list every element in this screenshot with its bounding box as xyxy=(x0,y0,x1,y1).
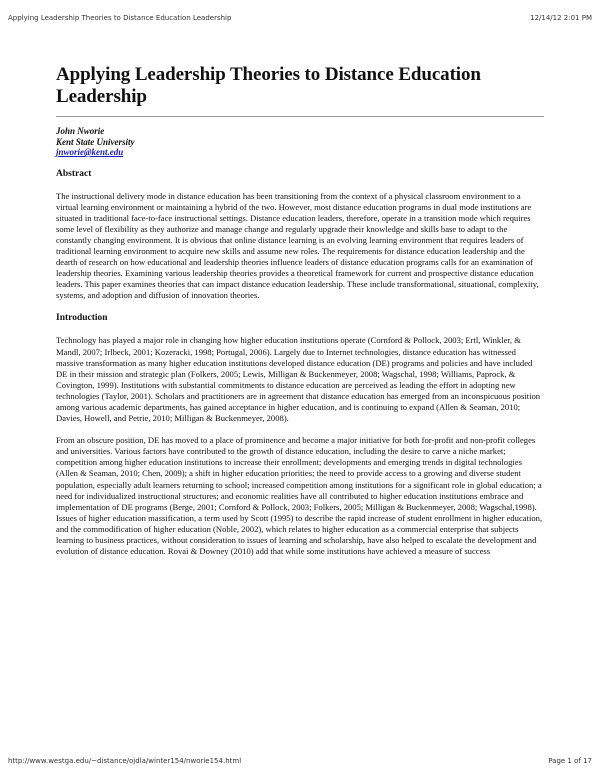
author-block xyxy=(56,126,544,158)
title-divider xyxy=(56,116,544,117)
introduction-heading: Introduction xyxy=(56,313,108,324)
article xyxy=(56,64,544,557)
footer-url: http://www.westga.edu/~distance/ojdla/winter154/nworie154.html xyxy=(8,757,242,765)
abstract-heading: Abstract xyxy=(56,168,92,179)
header-page-title: Applying Leadership Theories to Distance Education Leadership xyxy=(8,14,232,22)
browser-print-header xyxy=(8,14,592,26)
footer-page-number: Page 1 of 17 xyxy=(548,757,592,765)
author-name: John Nworie xyxy=(56,126,105,136)
article-title: Applying Leadership Theories to Distance Education Leadership xyxy=(56,64,481,107)
abstract-text: The instructional delivery mode in distance education has been transitioning from the context of a physical classroom environment to a virtual learning environment or maintaining a hybrid of the two. However, most distance education programs in dual mode institutions are situated in traditional face-to-face instructional settings. Distance education leaders, therefore, operate in a transition mode which requires some level of flexibility as they authorize and manage change and regularly upgrade their knowledge and skills base to adapt to the constantly changing environment. It is obvious that online distance learning is an evolving learning environment that requires leaders of traditional learning environment to acquire new skills and assume new roles. The requirements for distance education leadership and the dearth of research on how educational and leadership theories influence leaders of distance education programs calls for an examination of leadership theories. Examining various leadership theories provides a theoretical framework for current and prospective distance education leaders. This paper examines theories that can impact distance education leadership. These include transformational, situational, complexity, systems, and adoption and diffusion of innovation theories. xyxy=(56,190,539,301)
browser-print-footer xyxy=(8,757,592,769)
intro-paragraph-2: From an obscure position, DE has moved to a place of prominence and become a major initiative for both for-profit and non-profit colleges and universities. Various factors have contributed to the growth of distance education, including the desire to carve a niche market; competition among higher education institutions to increase their enrollment; developments and emerging trends in digital technologies (Allen & Seaman, 2010; Chen, 2009); a shift in higher education priorities; the need to provide access to a growing and diverse student population, especially adult learners returning to school; increased competition among institutions for a significant role in global education; a need for individualized instructional structures; and economic realities have all contributed to higher education institutions embrace and implementation of DE programs (Berge, 2001; Cornford & Pollock, 2003; Folkers, 2005; Milligan & Buckenmeyer, 2008; Wagschal,1998). Issues of higher education massification, a term used by Scott (1995) to describe the rapid increase of student enrollment in higher education, and the commodification of higher education (Noble, 2002), which relates to higher education as a commercial enterprise that subjects learning to business practices, without consideration to issues of learning and scholarship, have also helped to escalate the development and evolution of distance education. Rovai & Downey (2010) add that while some institutions have achieved a measure of success xyxy=(56,435,543,557)
intro-paragraph-1: Technology has played a major role in changing how higher education institutions operate (Cornford & Pollock, 2003; Ertl, Winkler, & Mandl, 2007; Irlbeck, 2001; Kozeracki, 1998; Portugal, 2006). Largely due to Internet technologies, distance education has witnessed massive transformation as many higher education institutions developed distance education (DE) programs and policies and have included DE in their mission and strategic plan (Folkers, 2005; Lewis, Milligan & Buckenmeyer, 2008; Wagschal, 1998; Williams, Paprock, & Covington, 1999). Institutions with substantial commitments to distance education are perceived as leading the effort in adopting new technologies (Taylor, 2001). Scholars and practitioners are in agreement that distance education has emerged from an inconspicuous position among various academic departments, has gained acceptance in higher education, and is continuing to expand (Allen & Seaman, 2010; Davies, Howell, and Petrie, 2010; Milligan & Buckenmeyer, 2008). xyxy=(56,335,541,424)
author-email-link[interactable]: jnworie@kent.edu xyxy=(56,147,124,157)
author-affiliation: Kent State University xyxy=(56,136,135,147)
header-datetime: 12/14/12 2:01 PM xyxy=(530,14,592,22)
